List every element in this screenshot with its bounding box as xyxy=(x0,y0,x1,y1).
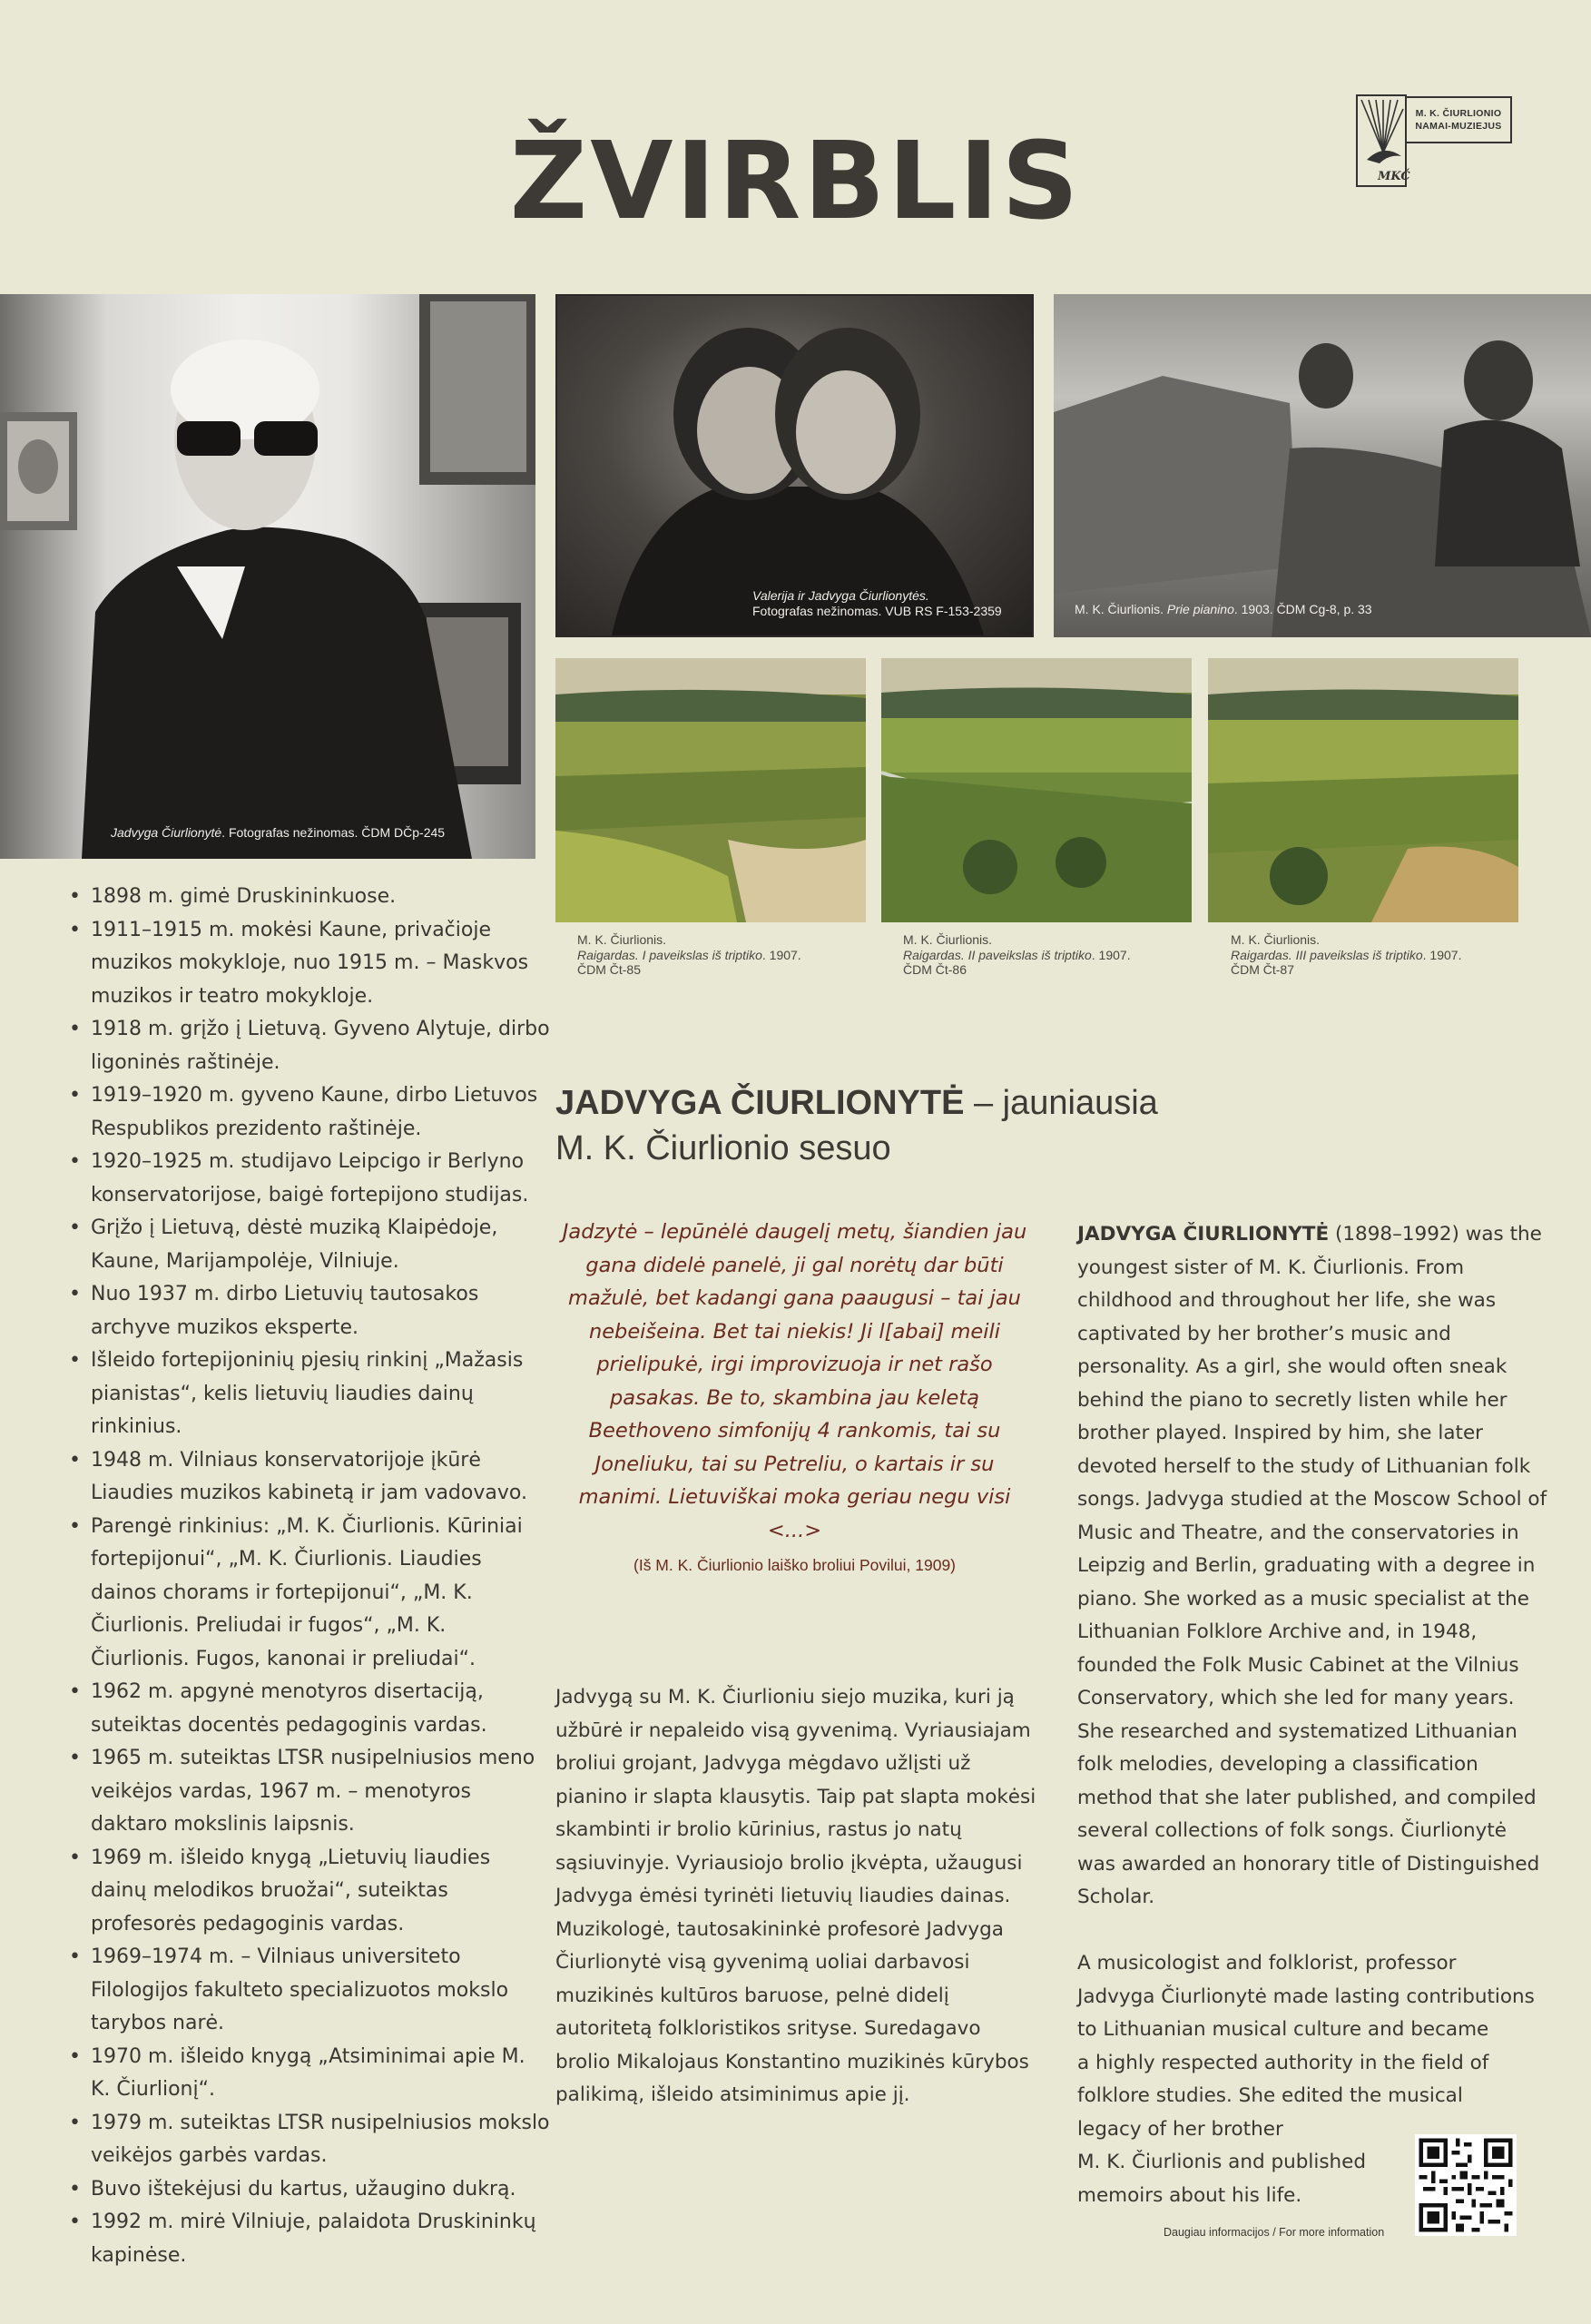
piano-sketch-image xyxy=(1054,294,1591,637)
raigardas-painting-3 xyxy=(1208,658,1518,922)
bio-item: • 1992 m. mirė Vilniuje, palaidota Druskininkų kapinėse. xyxy=(69,2206,550,2272)
logo-text-box xyxy=(1407,96,1512,143)
logo-line-2: NAMAI-MUZIEJUS xyxy=(1415,121,1502,132)
english-paragraph-2: A musicologist and folklorist, professor Jadvyga Čiurlionytė made lasting contributions to Lithuanian musical culture and became a highly respected authority in the field of folklore studies. She edited the musical legacy of her brother M. K. Čiurlionis and published memoirs about his life. xyxy=(1077,1952,1535,2207)
quote-source: (Iš M. K. Čiurlionio laiško broliui Povilui, 1909) xyxy=(633,1556,956,1574)
english-paragraph-1: JADVYGA ČIURLIONYTĖ (1898–1992) was the youngest sister of M. K. Čiurlionis. From childhood and throughout her life, she was captivated by her brother’s music and personality. As a girl, she would often sneak behind the piano to secretly listen while her brother played. Inspired by him, she later devoted herself to the study of Lithuanian folk songs. Jadvyga studied at the Moscow School of Music and Theatre, and the conservatories in Leipzig and Berlin, graduating with a degree in piano. She worked as a music specialist at the Lithuanian Folklore Archive and, in 1948, founded the Folk Music Cabinet at the Vilnius Conservatory, which she led for many years. She researched and systematized Lithuanian folk melodies, developing a classification method that she later published, and compiled several collections of folk songs. Čiurlionytė was awarded an honorary title of Distinguished Scholar. xyxy=(1077,1223,1547,1908)
painting-2-caption: M. K. Čiurlionis. Raigardas. II paveikslas iš triptiko. 1907. ČDM Čt-86 xyxy=(903,932,1131,977)
biography-timeline xyxy=(69,881,550,2272)
qr-code-icon[interactable] xyxy=(1415,2134,1517,2236)
bio-item: • Grįžo į Lietuvą, dėstė muziką Klaipėdoje, Kaune, Marijampolėje, Vilniuje. xyxy=(69,1212,550,1278)
museum-logo[interactable] xyxy=(1356,94,1519,191)
bio-item: • 1918 m. grįžo į Lietuvą. Gyveno Alytuje, dirbo ligoninės raštinėje. xyxy=(69,1013,550,1079)
bio-item: • 1970 m. išleido knygą „Atsiminimai apie M. K. Čiurlionį“. xyxy=(69,2041,550,2107)
bio-item: • Nuo 1937 m. dirbo Lietuvių tautosakos archyve muzikos eksperte. xyxy=(69,1278,550,1344)
bio-item: • Išleido fortepijoninių pjesių rinkinį „Mažasis pianistas“, kelis lietuvių liaudies dainų rinkinius. xyxy=(69,1344,550,1444)
sisters-photo xyxy=(555,294,1034,637)
bio-item: • 1969–1974 m. – Vilniaus universiteto Filologijos fakulteto specializuotos mokslo tarybos narė. xyxy=(69,1941,550,2041)
bio-item: • 1898 m. gimė Druskininkuose. xyxy=(69,881,550,914)
painting-3-caption: M. K. Čiurlionis. Raigardas. III paveikslas iš triptiko. 1907. ČDM Čt-87 xyxy=(1231,932,1462,977)
logo-mark-icon xyxy=(1356,94,1410,187)
bio-item: • 1962 m. apgynė menotyros disertaciją, suteiktas docentės pedagoginis vardas. xyxy=(69,1676,550,1742)
body-text-lithuanian: Jadvygą su M. K. Čiurlioniu siejo muzika, kuri ją užbūrė ir nepaleido visą gyvenimą. Vyriausiajam broliui grojant, Jadvyga mėgdavo užlįsti už pianino ir slapta klausytis. Taip pat slapta mokėsi skambinti ir brolio kūrinius, rastus jo natų sąsiuvinyje. Vyriausiojo brolio įkvėpta, užaugusi Jadvyga ėmėsi tyrinėti lietuvių liaudies dainas. Muzikologė, tautosakininkė profesorė Jadvyga Čiurlionytė visą gyvenimą uoliai darbavosi muzikinės kultūros baruose, pelnė didelį autoritetą folkloristikos srityse. Suredagavo brolio Mikalojaus Konstantino muzikinės kūrybos palikimą, išleido atsiminimus apie jį. xyxy=(555,1686,1036,2106)
body-text-english xyxy=(1077,1218,1549,2212)
sketch-caption: M. K. Čiurlionis. Prie pianino. 1903. ČDM Cg-8, p. 33 xyxy=(1075,602,1372,616)
bio-item: • 1948 m. Vilniaus konservatorijoje įkūrė Liaudies muzikos kabinetą ir jam vadovavo. xyxy=(69,1444,550,1511)
bio-item: • 1911–1915 m. mokėsi Kaune, privačioje muzikos mokykloje, nuo 1915 m. – Maskvos muzikos ir teatro mokykloje. xyxy=(69,914,550,1014)
raigardas-painting-2 xyxy=(881,658,1192,922)
sisters-caption: Valerija ir Jadvyga Čiurlionytės. Fotografas nežinomas. VUB RS F-153-2359 xyxy=(752,588,1002,618)
bio-item: • 1969 m. išleido knygą „Lietuvių liaudies dainų melodikos bruožai“, suteiktas profesorės pedagoginis vardas. xyxy=(69,1842,550,1942)
logo-line-1: M. K. ČIURLIONIO xyxy=(1415,108,1502,119)
raigardas-painting-1 xyxy=(555,658,866,922)
bio-item: • Parengė rinkinius: „M. K. Čiurlionis. Kūriniai fortepijonui“, „M. K. Čiurlionis. Liaudies dainos chorams ir fortepijonui“, „M. K. Čiurlionis. Preliudai ir fugos“, „M. K. Čiurlionis. Fugos, kanonai ir preliudai“. xyxy=(69,1511,550,1677)
more-info-label: Daugiau informacijos / For more information xyxy=(1164,2226,1385,2239)
bio-item: • 1979 m. suteiktas LTSR nusipelniusios mokslo veikėjos garbės vardas. xyxy=(69,2107,550,2173)
bio-item: • 1965 m. suteiktas LTSR nusipelniusios meno veikėjos vardas, 1967 m. – menotyros daktaro mokslinis laipsnis. xyxy=(69,1742,550,1842)
bio-item: • 1919–1920 m. gyveno Kaune, dirbo Lietuvos Respublikos prezidento raštinėje. xyxy=(69,1079,550,1146)
section-heading: JADVYGA ČIURLIONYTĖ – jauniausia M. K. Čiurlionio sesuo xyxy=(555,1084,1158,1167)
portrait-photo xyxy=(0,294,535,859)
poster-title: ŽVIRBLIS xyxy=(509,118,1082,243)
painting-1-caption: M. K. Čiurlionis. Raigardas. I paveikslas iš triptiko. 1907. ČDM Čt-85 xyxy=(577,932,801,977)
letter-quote: Jadzytė – lepūnėlė daugelį metų, šiandien jau gana didelė panelė, ji gal norėtų dar būti mažulė, bet kadangi gana paaugusi – tai jau nebeišeina. Bet tai niekis! Ji l[abai] meili prielipukė, irgi improvizuoja ir net rašo pasakas. Be to, skambina jau keletą Beethoveno simfonijų 4 rankomis, tai su Joneliuku, tai su Petreliu, o kartais ir su manimi. Lietuviškai moka geriau negu visi <...> xyxy=(562,1220,1027,1542)
bio-item: • 1920–1925 m. studijavo Leipcigo ir Berlyno konservatorijose, baigė fortepijono studijas. xyxy=(69,1146,550,1212)
logo-monogram: MKČ xyxy=(1378,170,1410,183)
portrait-caption: Jadvyga Čiurlionytė. Fotografas nežinomas. ČDM DČp-245 xyxy=(111,825,446,840)
bio-item: • Buvo ištekėjusi du kartus, užaugino dukrą. xyxy=(69,2173,550,2207)
